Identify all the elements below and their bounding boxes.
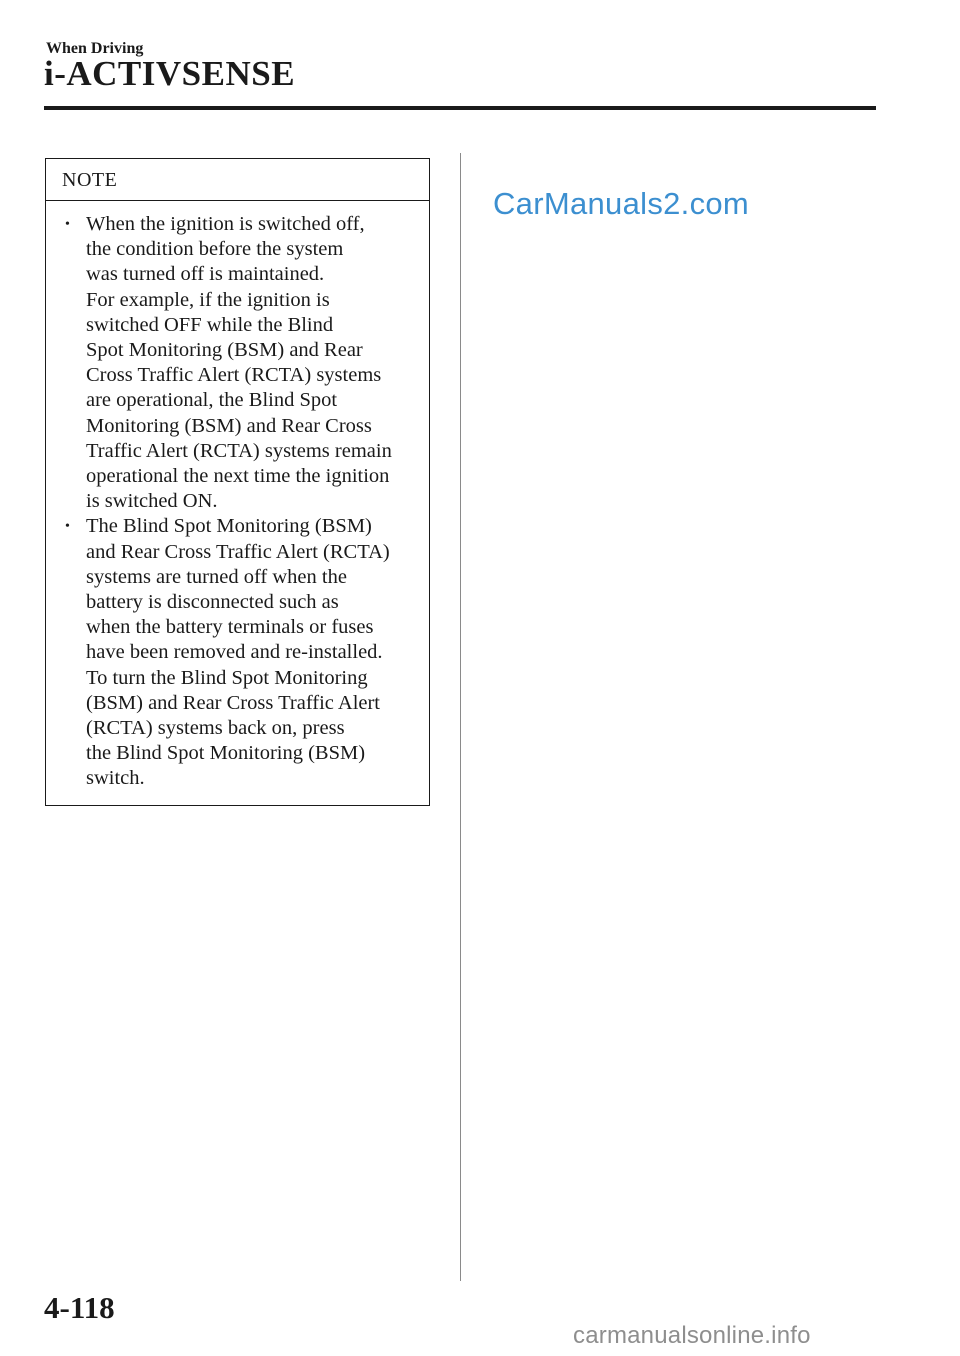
note-line: Spot Monitoring (BSM) and Rear xyxy=(86,339,363,362)
note-line: was turned off is maintained. xyxy=(86,263,325,286)
note-line: is switched ON. xyxy=(86,490,218,513)
note-line: systems are turned off when the xyxy=(86,565,347,588)
note-line: switch. xyxy=(86,767,145,790)
note-box xyxy=(45,158,430,806)
note-line: For example, if the ignition is xyxy=(86,288,330,311)
note-line: switched OFF while the Blind xyxy=(86,313,334,336)
note-item xyxy=(46,212,429,514)
bullet-icon: • xyxy=(65,519,70,535)
note-item xyxy=(46,514,429,791)
note-line: battery is disconnected such as xyxy=(86,591,339,614)
note-line: (RCTA) systems back on, press xyxy=(86,717,345,740)
note-line: and Rear Cross Traffic Alert (RCTA) xyxy=(86,540,390,563)
note-line: Traffic Alert (RCTA) systems remain xyxy=(86,439,392,462)
watermark-top: CarManuals2.com xyxy=(493,186,750,221)
watermark-bottom: carmanualsonline.info xyxy=(573,1322,811,1349)
note-heading: NOTE xyxy=(46,159,429,201)
note-line: operational the next time the ignition xyxy=(86,465,390,488)
note-line: have been removed and re-installed. xyxy=(86,641,383,664)
page-title: i-ACTIVSENSE xyxy=(44,54,296,93)
note-line: When the ignition is switched off, xyxy=(86,213,365,235)
section-label: When Driving xyxy=(46,40,144,57)
note-line: are operational, the Blind Spot xyxy=(86,389,338,412)
title-rule xyxy=(44,106,876,110)
note-line: To turn the Blind Spot Monitoring xyxy=(86,666,368,689)
note-line: the condition before the system xyxy=(86,238,344,261)
note-line: the Blind Spot Monitoring (BSM) xyxy=(86,742,366,765)
note-line: when the battery terminals or fuses xyxy=(86,616,374,639)
column-divider xyxy=(460,153,461,1281)
note-line: Cross Traffic Alert (RCTA) systems xyxy=(86,364,382,387)
page-number: 4-118 xyxy=(44,1290,115,1325)
note-body xyxy=(46,201,429,792)
note-line: The Blind Spot Monitoring (BSM) xyxy=(86,515,372,538)
note-line: Monitoring (BSM) and Rear Cross xyxy=(86,414,372,437)
bullet-icon: • xyxy=(65,217,70,232)
note-line: (BSM) and Rear Cross Traffic Alert xyxy=(86,691,381,714)
